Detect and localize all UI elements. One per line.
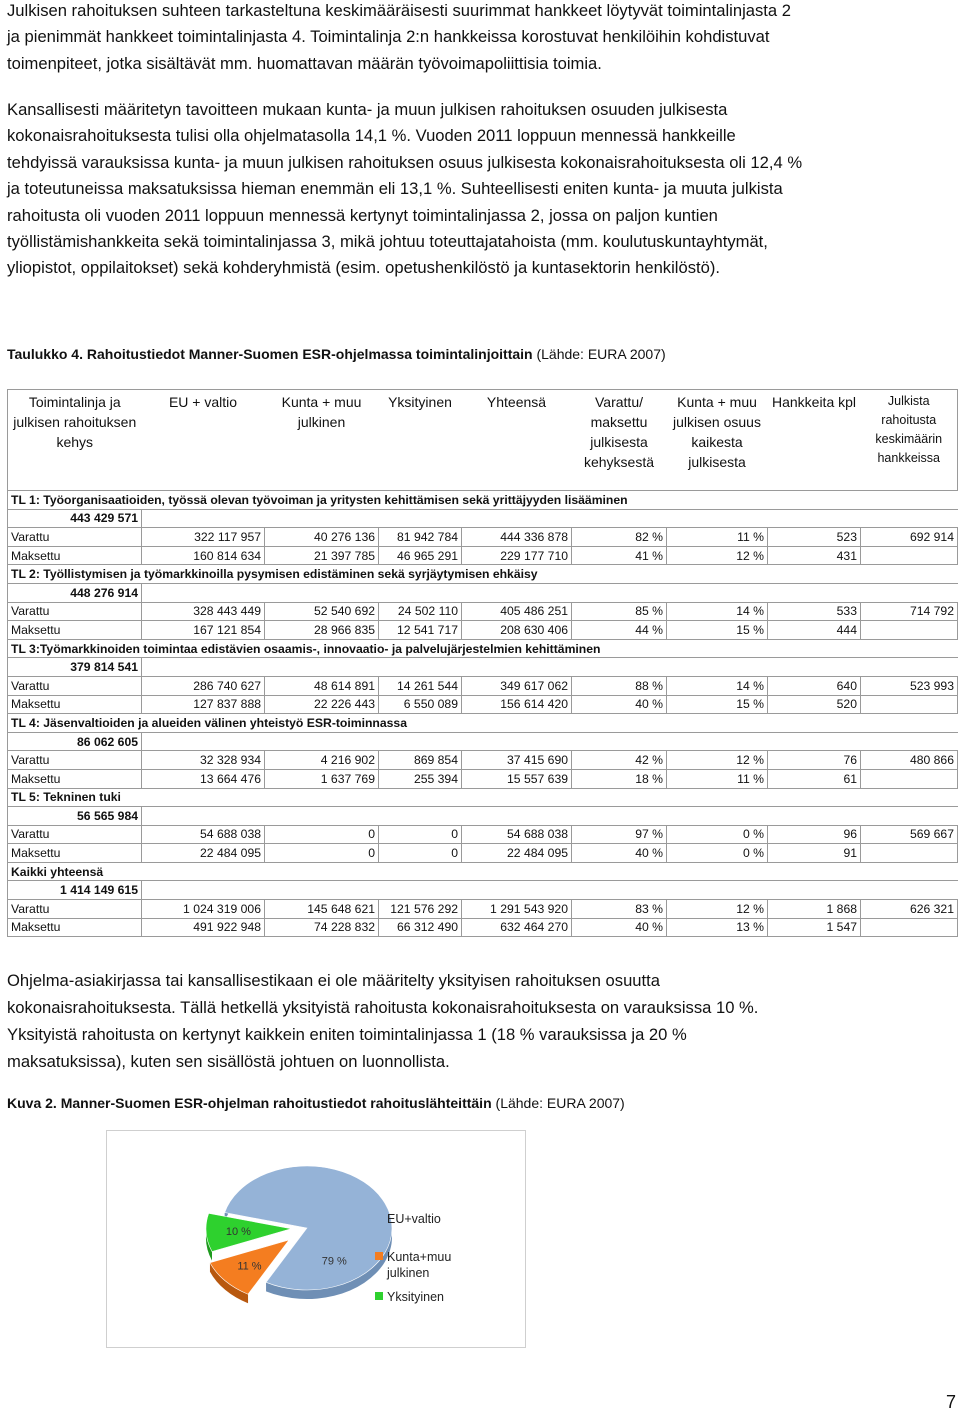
table-cell: 6 550 089 bbox=[379, 695, 462, 714]
table-cell: 444 bbox=[768, 621, 861, 640]
table-cell: 520 bbox=[768, 695, 861, 714]
section-title: TL 2: Työllistymisen ja työmarkkinoilla pysymisen edistäminen sekä syrjäytymisen ehkäisy bbox=[8, 565, 958, 584]
table-cell: 88 % bbox=[572, 676, 667, 695]
table-cell: 533 bbox=[768, 602, 861, 621]
section-frame-row bbox=[8, 583, 958, 602]
table-cell: 24 502 110 bbox=[379, 602, 462, 621]
section-frame-value: 379 814 541 bbox=[8, 658, 142, 677]
table-cell: 83 % bbox=[572, 900, 667, 919]
table-caption-source: (Lähde: EURA 2007) bbox=[536, 346, 666, 362]
table-cell: 328 443 449 bbox=[142, 602, 265, 621]
table-cell: 4 216 902 bbox=[265, 751, 379, 770]
table-cell: 40 % bbox=[572, 695, 667, 714]
table-row bbox=[8, 769, 958, 788]
legend-swatch bbox=[375, 1292, 383, 1300]
table-cell: 13 % bbox=[667, 918, 768, 937]
table-row bbox=[8, 918, 958, 937]
col-header: Hankkeita kpl bbox=[771, 394, 857, 410]
table-cell: 14 % bbox=[667, 676, 768, 695]
section-frame-value: 56 565 984 bbox=[8, 807, 142, 826]
text-line: Yksityistä rahoitusta on kertynyt kaikkein eniten toimintalinjassa 1 (18 % varauksissa ja 20 % bbox=[7, 1025, 687, 1044]
table-cell: 523 bbox=[768, 528, 861, 547]
table-cell: 121 576 292 bbox=[379, 900, 462, 919]
table-header-row bbox=[8, 390, 958, 491]
table-cell: 349 617 062 bbox=[462, 676, 572, 695]
section-frame-spacer bbox=[142, 732, 958, 751]
text-line: Ohjelma-asiakirjassa tai kansallisestikaan ei ole määritelty yksityisen rahoituksen osuutta bbox=[7, 971, 660, 990]
section-title-row bbox=[8, 491, 958, 510]
table-cell: 869 854 bbox=[379, 751, 462, 770]
row-label: Maksettu bbox=[8, 844, 142, 863]
section-title: TL 5: Tekninen tuki bbox=[8, 788, 958, 807]
table-cell: 156 614 420 bbox=[462, 695, 572, 714]
table-cell: 40 276 136 bbox=[265, 528, 379, 547]
section-frame-row bbox=[8, 807, 958, 826]
table-cell: 15 % bbox=[667, 695, 768, 714]
table-cell: 22 226 443 bbox=[265, 695, 379, 714]
table-cell: 14 261 544 bbox=[379, 676, 462, 695]
table-cell bbox=[861, 621, 958, 640]
table-cell bbox=[861, 918, 958, 937]
text-line: kokonaisrahoituksesta tulisi olla ohjelmatasolla 14,1 %. Vuoden 2011 loppuun mennessä hankkeille bbox=[7, 126, 736, 146]
table-cell: 96 bbox=[768, 825, 861, 844]
table-row bbox=[8, 900, 958, 919]
section-title-row bbox=[8, 862, 958, 881]
table-cell: 0 bbox=[265, 844, 379, 863]
table-cell: 0 bbox=[379, 844, 462, 863]
section-title-row bbox=[8, 714, 958, 733]
row-label: Maksettu bbox=[8, 918, 142, 937]
col-header: Julkista rahoitusta keskimäärin hankkeissa bbox=[875, 394, 943, 465]
section-frame-value: 443 429 571 bbox=[8, 509, 142, 528]
row-label: Varattu bbox=[8, 751, 142, 770]
figure-caption bbox=[7, 1095, 625, 1111]
section-frame-spacer bbox=[142, 583, 958, 602]
table-cell: 74 228 832 bbox=[265, 918, 379, 937]
text-line: toimenpiteet, jotka sisältävät mm. huomattavan määrän työvoimapoliittisia toimia. bbox=[7, 53, 602, 73]
legend-label: EU+valtio bbox=[387, 1212, 441, 1226]
section-title-row bbox=[8, 565, 958, 584]
section-frame-row bbox=[8, 658, 958, 677]
legend-label: Yksityinen bbox=[387, 1290, 444, 1304]
pie-data-label: 11 % bbox=[237, 1260, 262, 1273]
table-cell: 32 328 934 bbox=[142, 751, 265, 770]
text-line: rahoitusta oli vuoden 2011 loppuun mennessä kertynyt toimintalinjassa 2, jossa on paljon kuntien bbox=[7, 205, 718, 225]
table-cell: 431 bbox=[768, 546, 861, 565]
table-row bbox=[8, 602, 958, 621]
table-cell: 255 394 bbox=[379, 769, 462, 788]
intro-paragraph bbox=[7, 0, 957, 77]
table-cell: 286 740 627 bbox=[142, 676, 265, 695]
table-cell: 0 % bbox=[667, 825, 768, 844]
table-cell: 11 % bbox=[667, 528, 768, 547]
table-cell: 167 121 854 bbox=[142, 621, 265, 640]
text-line: tehdyissä varauksissa kunta- ja muun julkisen rahoituksen osuus julkisesta kokonaisrahoituksesta oli 12,4 % bbox=[7, 152, 803, 172]
table-cell: 76 bbox=[768, 751, 861, 770]
table-row bbox=[8, 546, 958, 565]
table-cell: 12 % bbox=[667, 900, 768, 919]
section-title: TL 4: Jäsenvaltioiden ja alueiden välinen yhteistyö ESR-toiminnassa bbox=[8, 714, 958, 733]
row-label: Varattu bbox=[8, 528, 142, 547]
pie-chart-canvas bbox=[107, 1131, 525, 1347]
table-cell: 41 % bbox=[572, 546, 667, 565]
table-cell: 81 942 784 bbox=[379, 528, 462, 547]
section-frame-spacer bbox=[142, 881, 958, 900]
table-cell: 54 688 038 bbox=[462, 825, 572, 844]
table-cell: 40 % bbox=[572, 844, 667, 863]
col-header: Yksityinen bbox=[388, 394, 452, 410]
table-cell: 1 547 bbox=[768, 918, 861, 937]
section-title-row bbox=[8, 788, 958, 807]
table-cell: 626 321 bbox=[861, 900, 958, 919]
text-line: Kansallisesti määritetyn tavoitteen mukaan kunta- ja muun julkisen rahoituksen osuuden julkisesta bbox=[7, 100, 728, 119]
table-row bbox=[8, 844, 958, 863]
section-frame-value: 1 414 149 615 bbox=[8, 881, 142, 900]
table-cell: 14 % bbox=[667, 602, 768, 621]
table-caption-label: Taulukko 4. bbox=[7, 346, 83, 362]
figure-caption-label: Kuva 2. bbox=[7, 1095, 57, 1111]
table-row bbox=[8, 621, 958, 640]
table-cell: 1 637 769 bbox=[265, 769, 379, 788]
table-cell bbox=[861, 769, 958, 788]
table-cell: 569 667 bbox=[861, 825, 958, 844]
legend-label: Kunta+muu bbox=[387, 1250, 452, 1264]
table-cell: 52 540 692 bbox=[265, 602, 379, 621]
table-cell: 85 % bbox=[572, 602, 667, 621]
row-label: Varattu bbox=[8, 900, 142, 919]
table-cell: 632 464 270 bbox=[462, 918, 572, 937]
table-cell: 1 291 543 920 bbox=[462, 900, 572, 919]
table-row bbox=[8, 695, 958, 714]
table-cell: 145 648 621 bbox=[265, 900, 379, 919]
text-line: yliopistot, oppilaitokset) sekä kohderyhmistä (esim. opetushenkilöstö ja kuntasektorin henkilöstö). bbox=[7, 258, 720, 278]
table-cell: 22 484 095 bbox=[142, 844, 265, 863]
text-line: Julkisen rahoituksen suhteen tarkasteltuna keskimääräisesti suurimmat hankkeet löytyvät toimintalinjasta 2 bbox=[7, 1, 791, 20]
table-cell: 444 336 878 bbox=[462, 528, 572, 547]
table-cell: 1 024 319 006 bbox=[142, 900, 265, 919]
table-cell: 28 966 835 bbox=[265, 621, 379, 640]
table-cell: 42 % bbox=[572, 751, 667, 770]
table-cell: 97 % bbox=[572, 825, 667, 844]
legend-swatch bbox=[375, 1252, 383, 1260]
private-funding-paragraph bbox=[7, 967, 957, 1075]
figure-caption-title: Manner-Suomen ESR-ohjelman rahoitustiedot rahoituslähteittäin bbox=[60, 1095, 492, 1111]
text-line: työllistämishankkeita sekä toimintalinjassa 3, mikä johtuu toteuttajatahoista (mm. koulutuskuntayhtymät, bbox=[7, 232, 768, 252]
table-cell: 21 397 785 bbox=[265, 546, 379, 565]
section-frame-value: 448 276 914 bbox=[8, 583, 142, 602]
table-cell: 46 965 291 bbox=[379, 546, 462, 565]
table-cell: 1 868 bbox=[768, 900, 861, 919]
pie-data-label: 10 % bbox=[225, 1226, 251, 1239]
table-cell: 11 % bbox=[667, 769, 768, 788]
col-header: Kunta + muu julkisen osuus kaikesta julkisesta bbox=[673, 394, 761, 470]
table-cell: 48 614 891 bbox=[265, 676, 379, 695]
funding-table bbox=[7, 389, 958, 937]
text-line: maksatuksissa), kuten sen sisällöstä johtuen on luonnollista. bbox=[7, 1052, 450, 1071]
table-cell: 0 bbox=[379, 825, 462, 844]
table-cell: 37 415 690 bbox=[462, 751, 572, 770]
table-row bbox=[8, 751, 958, 770]
table-cell: 66 312 490 bbox=[379, 918, 462, 937]
table-cell: 54 688 038 bbox=[142, 825, 265, 844]
row-label: Varattu bbox=[8, 602, 142, 621]
table-cell: 22 484 095 bbox=[462, 844, 572, 863]
table-cell: 229 177 710 bbox=[462, 546, 572, 565]
table-cell: 692 914 bbox=[861, 528, 958, 547]
table-cell: 44 % bbox=[572, 621, 667, 640]
section-frame-row bbox=[8, 509, 958, 528]
table-caption bbox=[7, 346, 666, 362]
table-caption-title: Rahoitustiedot Manner-Suomen ESR-ohjelmassa toimintalinjoittain bbox=[86, 346, 533, 362]
section-frame-spacer bbox=[142, 807, 958, 826]
table-cell: 405 486 251 bbox=[462, 602, 572, 621]
section-title-row bbox=[8, 639, 958, 658]
funding-share-paragraph bbox=[7, 97, 957, 282]
table-cell bbox=[861, 546, 958, 565]
table-cell: 15 557 639 bbox=[462, 769, 572, 788]
col-header: Toimintalinja ja julkisen rahoituksen kehys bbox=[13, 394, 137, 450]
col-header: EU + valtio bbox=[168, 394, 238, 410]
table-cell: 15 % bbox=[667, 621, 768, 640]
table-cell bbox=[861, 695, 958, 714]
table-cell: 480 866 bbox=[861, 751, 958, 770]
table-cell: 160 814 634 bbox=[142, 546, 265, 565]
section-frame-row bbox=[8, 881, 958, 900]
table-cell: 12 % bbox=[667, 751, 768, 770]
table-cell: 91 bbox=[768, 844, 861, 863]
row-label: Varattu bbox=[8, 676, 142, 695]
table-cell: 127 837 888 bbox=[142, 695, 265, 714]
col-header: Varattu/ maksettu julkisesta kehyksestä bbox=[583, 394, 655, 470]
section-frame-row bbox=[8, 732, 958, 751]
section-title: TL 3:Työmarkkinoiden toimintaa edistävien osaamis-, innovaatio- ja palvelujärjestelmien kehittäminen bbox=[8, 639, 958, 658]
col-header: Yhteensä bbox=[486, 394, 547, 410]
text-line: kokonaisrahoituksesta. Tällä hetkellä yksityistä rahoitusta kokonaisrahoituksesta on varauksissa 10 %. bbox=[7, 998, 759, 1017]
row-label: Maksettu bbox=[8, 695, 142, 714]
page-number: 7 bbox=[945, 1392, 956, 1412]
table-row bbox=[8, 825, 958, 844]
row-label: Maksettu bbox=[8, 621, 142, 640]
table-cell: 12 % bbox=[667, 546, 768, 565]
table-cell: 18 % bbox=[572, 769, 667, 788]
table-cell: 0 % bbox=[667, 844, 768, 863]
table-cell: 12 541 717 bbox=[379, 621, 462, 640]
section-title: Kaikki yhteensä bbox=[8, 862, 958, 881]
row-label: Maksettu bbox=[8, 769, 142, 788]
legend-label: julkinen bbox=[387, 1266, 430, 1280]
table-cell: 61 bbox=[768, 769, 861, 788]
table-cell bbox=[861, 844, 958, 863]
table-cell: 322 117 957 bbox=[142, 528, 265, 547]
table-cell: 13 664 476 bbox=[142, 769, 265, 788]
figure-caption-source: (Lähde: EURA 2007) bbox=[495, 1095, 625, 1111]
section-frame-value: 86 062 605 bbox=[8, 732, 142, 751]
section-frame-spacer bbox=[142, 658, 958, 677]
table-row bbox=[8, 528, 958, 547]
funding-source-pie-chart bbox=[106, 1130, 526, 1348]
table-cell: 714 792 bbox=[861, 602, 958, 621]
pie-data-label: 79 % bbox=[321, 1255, 347, 1268]
text-line: ja pienimmät hankkeet toimintalinjasta 4. Toimintalinja 2:n hankkeissa korostuvat henkilöihin kohdistuvat bbox=[7, 27, 770, 47]
table-cell: 523 993 bbox=[861, 676, 958, 695]
legend-swatch bbox=[375, 1214, 383, 1222]
row-label: Maksettu bbox=[8, 546, 142, 565]
table-cell: 0 bbox=[265, 825, 379, 844]
text-line: ja toteutuneissa maksatuksissa hieman enemmän eli 13,1 %. Suhteellisesti eniten kunta- ja muuta julkista bbox=[7, 179, 783, 199]
table-cell: 640 bbox=[768, 676, 861, 695]
table-cell: 82 % bbox=[572, 528, 667, 547]
table-row bbox=[8, 676, 958, 695]
col-header: Kunta + muu julkinen bbox=[281, 394, 362, 430]
section-title: TL 1: Työorganisaatioiden, työssä olevan työvoiman ja yritysten kehittämisen sekä yrittäjyyden lisääminen bbox=[8, 491, 958, 510]
table-cell: 491 922 948 bbox=[142, 918, 265, 937]
row-label: Varattu bbox=[8, 825, 142, 844]
section-frame-spacer bbox=[142, 509, 958, 528]
table-cell: 208 630 406 bbox=[462, 621, 572, 640]
table-cell: 40 % bbox=[572, 918, 667, 937]
